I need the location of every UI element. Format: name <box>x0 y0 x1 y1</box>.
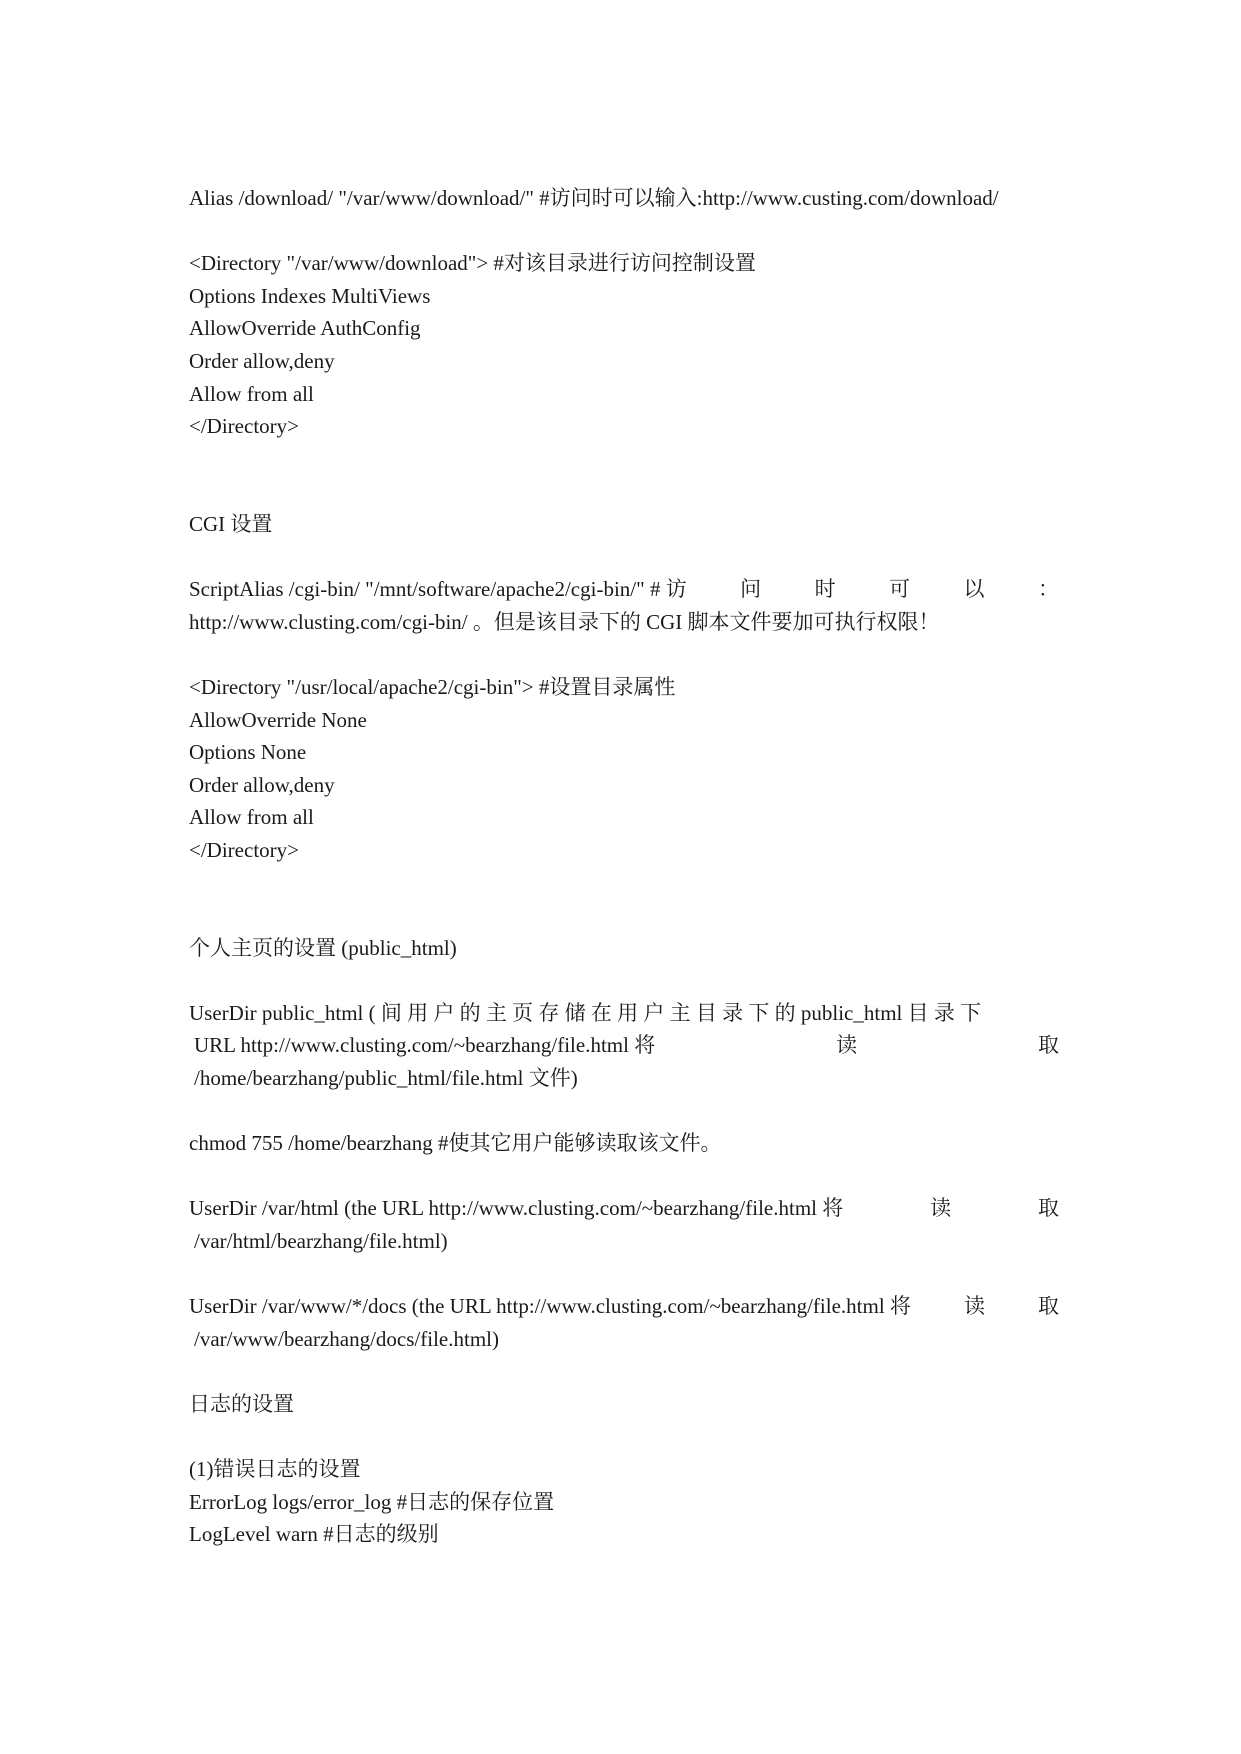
directory-cgi-open: <Directory "/usr/local/apache2/cgi-bin"> #设置目录属性 <box>189 674 676 699</box>
loglevel-line: LogLevel warn #日志的级别 <box>189 1522 439 1547</box>
allow-from-all-line-2: Allow from all <box>189 805 314 830</box>
userdir-url-line: URL http://www.clusting.com/~bearzhang/file.html 将 读 取 <box>194 1033 1059 1058</box>
options-none-line: Options None <box>189 740 307 765</box>
errorlog-line: ErrorLog logs/error_log #日志的保存位置 <box>189 1489 555 1514</box>
cgi-url-line: http://www.clusting.com/cgi-bin/ 。但是该目录下的 CGI 脚本文件要加可执行权限！ <box>189 609 940 634</box>
options-indexes-line: Options Indexes MultiViews <box>189 283 431 308</box>
directory-download-open: <Directory "/var/www/download"> #对该目录进行访问控制设置 <box>189 251 756 276</box>
document-page <box>189 182 1059 1551</box>
userdir-var-html-line: UserDir /var/html (the URL http://www.clusting.com/~bearzhang/file.html 将 读 取 <box>189 1196 1059 1221</box>
allow-from-all-line: Allow from all <box>189 381 314 406</box>
order-allow-deny-line-2: Order allow,deny <box>189 772 335 797</box>
userdir-public-html-line: UserDir public_html ( 间 用 户 的 主 页 存 储 在 用 户 主 目 录 下 的 public_html 目 录 下 <box>189 1000 982 1025</box>
var-html-path-line: /var/html/bearzhang/file.html) <box>194 1229 448 1253</box>
directory-close-line-2: </Directory> <box>189 837 299 862</box>
allowoverride-none-line: AllowOverride None <box>189 707 367 732</box>
chmod-line: chmod 755 /home/bearzhang #使其它用户能够读取该文件。 <box>189 1131 722 1156</box>
userdir-var-www-line: UserDir /var/www/*/docs (the URL http://www.clusting.com/~bearzhang/file.html 将 读 取 <box>189 1294 1059 1319</box>
userdir-path-line: /home/bearzhang/public_html/file.html 文件) <box>194 1066 578 1091</box>
public-html-heading: 个人主页的设置 (public_html) <box>189 935 457 960</box>
log-heading: 日志的设置 <box>189 1391 294 1416</box>
allowoverride-authconfig-line: AllowOverride AuthConfig <box>189 316 421 341</box>
var-www-path-line: /var/www/bearzhang/docs/file.html) <box>194 1326 499 1351</box>
order-allow-deny-line: Order allow,deny <box>189 348 335 373</box>
cgi-heading: CGI 设置 <box>189 511 273 536</box>
error-log-heading: (1)错误日志的设置 <box>189 1457 361 1482</box>
alias-download-line: Alias /download/ "/var/www/download/" #访问时可以输入:http://www.custing.com/download/ <box>189 186 999 210</box>
directory-close-line: </Directory> <box>189 414 299 439</box>
scriptalias-line: ScriptAlias /cgi-bin/ "/mnt/software/apache2/cgi-bin/" # 访 问 时 可 以 ： <box>189 577 1059 602</box>
